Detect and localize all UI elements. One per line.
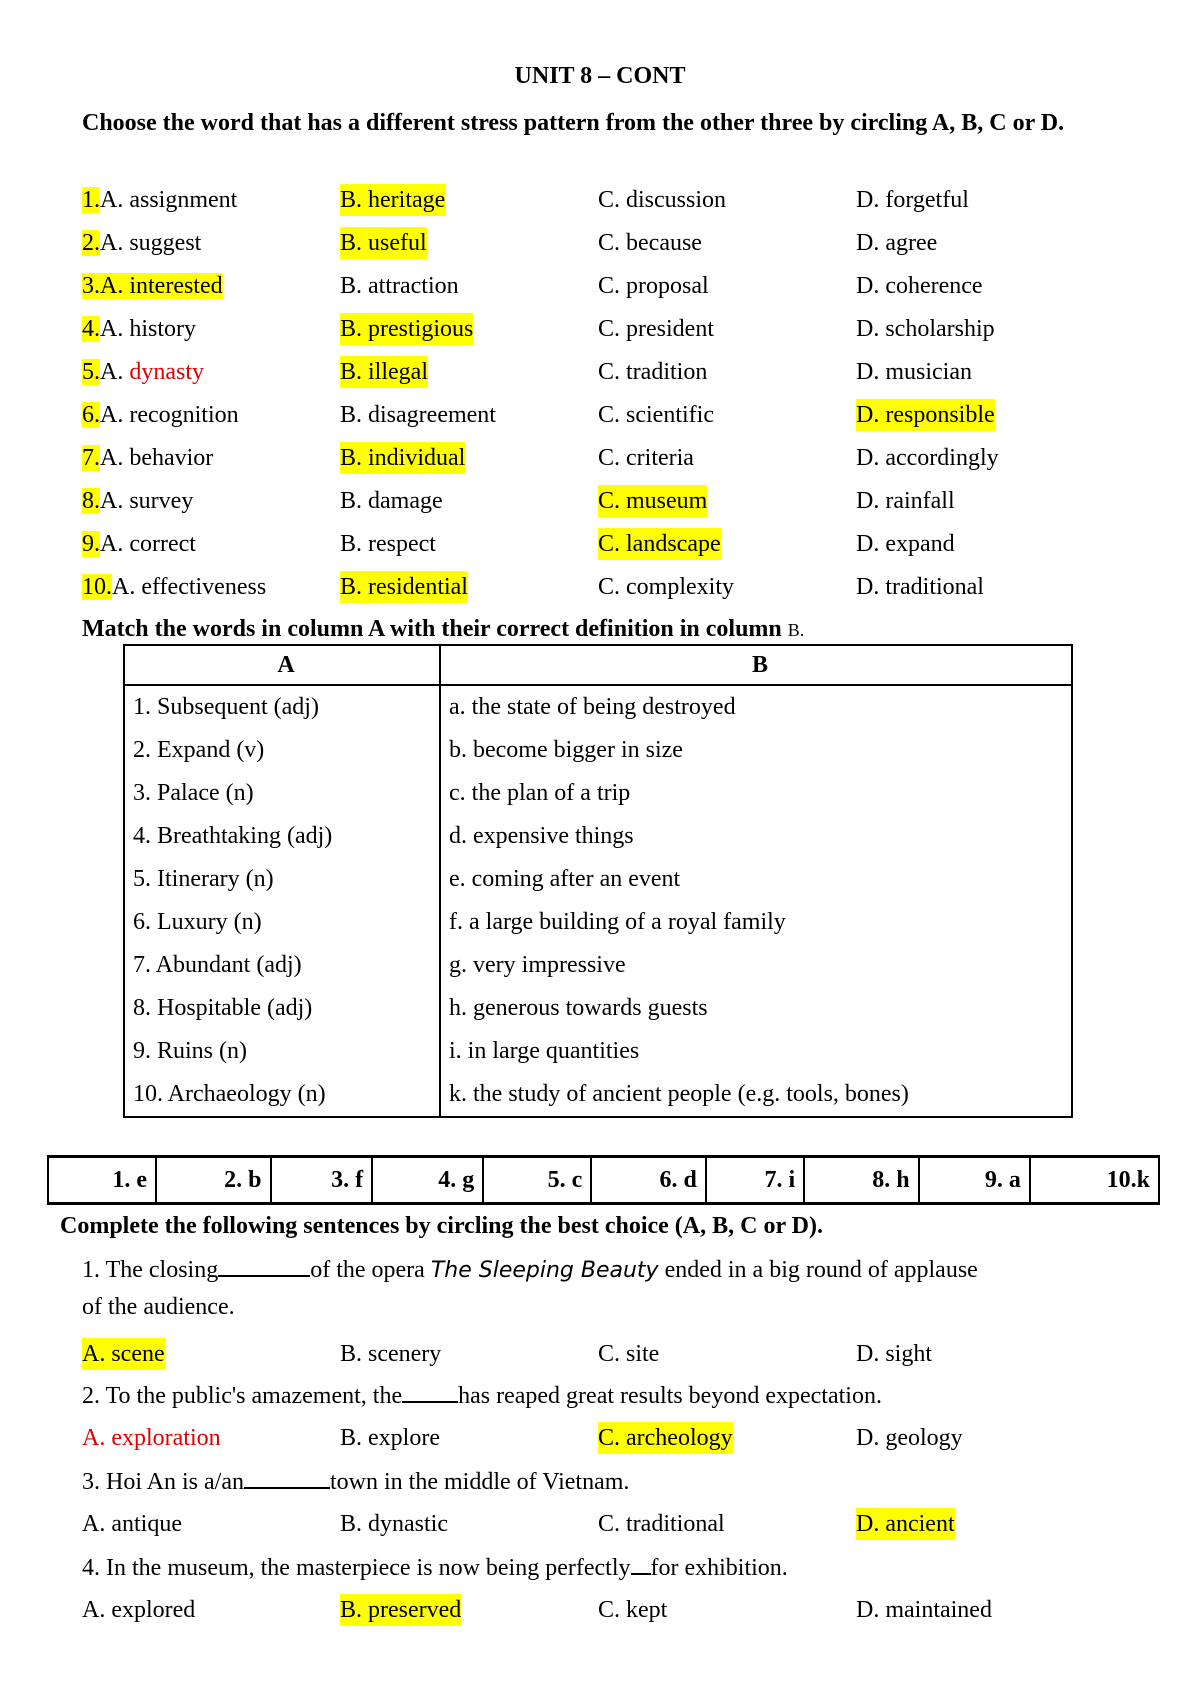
option-c[interactable]: C. criteria	[598, 445, 694, 471]
section3-instruction: Complete the following sentences by circling the best choice (A, B, C or D).	[60, 1213, 824, 1239]
question-3-options	[82, 1508, 1162, 1542]
table-row	[124, 685, 1072, 729]
term-cell: 7. Abundant (adj)	[124, 944, 440, 987]
option-c[interactable]: C. tradition	[598, 359, 708, 385]
option-b[interactable]: B. preserved	[340, 1594, 461, 1626]
question-1-text: 1. The closing of the opera The Sleeping Beauty ended in a big round of applause of the audience.	[82, 1257, 978, 1320]
term-cell: 9. Ruins (n)	[124, 1030, 440, 1073]
definition-cell: a. the state of being destroyed	[440, 685, 1072, 729]
column-a-header: A	[124, 645, 440, 685]
definition-cell: d. expensive things	[440, 815, 1072, 858]
option-a[interactable]: 4.A. history	[82, 316, 196, 342]
stress-question-row	[82, 313, 1162, 347]
option-c[interactable]: C. discussion	[598, 187, 727, 213]
option-c[interactable]: C. proposal	[598, 273, 709, 299]
question-number: 10.	[82, 574, 112, 600]
option-a[interactable]: 8.A. survey	[82, 488, 194, 514]
blank[interactable]	[402, 1381, 458, 1403]
blank[interactable]	[631, 1553, 651, 1575]
table-row	[124, 944, 1072, 987]
option-b[interactable]: B. residential	[340, 571, 468, 603]
option-d[interactable]: D. rainfall	[856, 488, 955, 514]
answer-cell: 4. g	[372, 1157, 483, 1204]
stress-question-row	[82, 184, 1162, 218]
option-c[interactable]: C. site	[598, 1341, 660, 1367]
definition-cell: i. in large quantities	[440, 1030, 1072, 1073]
definition-cell: g. very impressive	[440, 944, 1072, 987]
option-d[interactable]: D. forgetful	[856, 187, 969, 213]
term-cell: 4. Breathtaking (adj)	[124, 815, 440, 858]
option-b[interactable]: B. dynastic	[340, 1511, 448, 1537]
stress-question-row	[82, 227, 1162, 261]
option-d[interactable]: D. expand	[856, 531, 955, 557]
question-number: 2.	[82, 230, 100, 256]
page-title: UNIT 8 – CONT	[514, 63, 686, 89]
matching-table	[123, 644, 1073, 1118]
option-d[interactable]: D. musician	[856, 359, 972, 385]
option-c[interactable]: C. landscape	[598, 528, 721, 560]
answer-cell: 2. b	[156, 1157, 271, 1204]
table-row	[124, 815, 1072, 858]
option-a[interactable]: A. antique	[82, 1511, 182, 1537]
option-b[interactable]: B. illegal	[340, 356, 428, 388]
option-d[interactable]: D. responsible	[856, 399, 995, 431]
term-cell: 2. Expand (v)	[124, 729, 440, 772]
question-4-text: 4. In the museum, the masterpiece is now being perfectly for exhibition.	[82, 1555, 788, 1581]
answer-cell: 1. e	[48, 1157, 156, 1204]
option-d[interactable]: D. maintained	[856, 1597, 992, 1623]
stress-question-row	[82, 485, 1162, 519]
option-a[interactable]: A. explored	[82, 1597, 196, 1623]
question-number: 5.	[82, 359, 100, 385]
question-4-options	[82, 1594, 1162, 1628]
definition-cell: k. the study of ancient people (e.g. tools, bones)	[440, 1073, 1072, 1117]
question-number: 3.	[82, 273, 100, 299]
option-d[interactable]: D. sight	[856, 1341, 933, 1367]
option-d[interactable]: D. geology	[856, 1425, 963, 1451]
stress-question-row	[82, 528, 1162, 562]
answer-cell: 10.k	[1030, 1157, 1159, 1204]
option-b[interactable]: B. damage	[340, 488, 443, 514]
option-a[interactable]: 5.A. dynasty	[82, 359, 205, 385]
term-cell: 6. Luxury (n)	[124, 901, 440, 944]
answer-cell: 3. f	[271, 1157, 373, 1204]
definition-cell: c. the plan of a trip	[440, 772, 1072, 815]
option-d[interactable]: D. ancient	[856, 1508, 955, 1540]
option-b[interactable]: B. explore	[340, 1425, 440, 1451]
definition-cell: h. generous towards guests	[440, 987, 1072, 1030]
option-a[interactable]: A. exploration	[82, 1425, 221, 1451]
answer-cell: 6. d	[591, 1157, 706, 1204]
term-cell: 3. Palace (n)	[124, 772, 440, 815]
table-row	[124, 772, 1072, 815]
option-c[interactable]: C. kept	[598, 1597, 668, 1623]
question-number: 9.	[82, 531, 100, 557]
answer-cell: 7. i	[706, 1157, 804, 1204]
question-2-text: 2. To the public's amazement, the has reaped great results beyond expectation.	[82, 1383, 882, 1409]
question-2-options	[82, 1422, 1162, 1456]
answer-cell: 8. h	[804, 1157, 919, 1204]
option-a[interactable]: 1.A. assignment	[82, 187, 238, 213]
term-cell: 8. Hospitable (adj)	[124, 987, 440, 1030]
option-c[interactable]: C. complexity	[598, 574, 734, 600]
table-row	[124, 1030, 1072, 1073]
question-1-options	[82, 1338, 1162, 1372]
column-b-header: B	[440, 645, 1072, 685]
term-cell: 5. Itinerary (n)	[124, 858, 440, 901]
option-b[interactable]: B. scenery	[340, 1341, 442, 1367]
table-row	[124, 1073, 1072, 1117]
definition-cell: e. coming after an event	[440, 858, 1072, 901]
question-number: 6.	[82, 402, 100, 428]
stress-question-row	[82, 571, 1162, 605]
option-a[interactable]: A. scene	[82, 1338, 165, 1370]
stress-question-row	[82, 442, 1162, 476]
term-cell: 1. Subsequent (adj)	[124, 685, 440, 729]
term-cell: 10. Archaeology (n)	[124, 1073, 440, 1117]
table-row	[124, 858, 1072, 901]
option-c[interactable]: C. scientific	[598, 402, 714, 428]
question-number: 8.	[82, 488, 100, 514]
option-b[interactable]: B. individual	[340, 442, 465, 474]
question-number: 1.	[82, 187, 100, 213]
section1-instruction: Choose the word that has a different stress pattern from the other three by circling A, B, C or D.	[82, 110, 1065, 136]
option-b[interactable]: B. prestigious	[340, 313, 473, 345]
answer-cell: 5. c	[483, 1157, 591, 1204]
definition-cell: b. become bigger in size	[440, 729, 1072, 772]
option-b[interactable]: B. disagreement	[340, 402, 496, 428]
table-row	[124, 987, 1072, 1030]
option-b[interactable]: B. respect	[340, 531, 436, 557]
option-c[interactable]: C. archeology	[598, 1422, 733, 1454]
option-a[interactable]: 10.A. effectiveness	[82, 574, 267, 600]
table-row	[124, 901, 1072, 944]
option-a[interactable]: 9.A. correct	[82, 531, 196, 557]
option-a[interactable]: 6.A. recognition	[82, 402, 239, 428]
stress-question-row	[82, 356, 1162, 390]
option-d[interactable]: D. accordingly	[856, 445, 999, 471]
question-number: 4.	[82, 316, 100, 342]
option-d[interactable]: D. agree	[856, 230, 938, 256]
stress-question-row	[82, 270, 1162, 304]
question-3-text: 3. Hoi An is a/an town in the middle of Vietnam.	[82, 1469, 630, 1495]
option-d[interactable]: D. traditional	[856, 574, 984, 600]
option-d[interactable]: D. coherence	[856, 273, 983, 299]
option-a[interactable]: 2.A. suggest	[82, 230, 202, 256]
question-number: 7.	[82, 445, 100, 471]
answer-key-table	[47, 1155, 1160, 1205]
blank[interactable]	[218, 1255, 310, 1277]
option-c[interactable]: C. museum	[598, 485, 707, 517]
option-d[interactable]: D. scholarship	[856, 316, 995, 342]
option-a[interactable]: 7.A. behavior	[82, 445, 214, 471]
option-b[interactable]: B. useful	[340, 227, 427, 259]
option-b[interactable]: B. attraction	[340, 273, 459, 299]
stress-question-row	[82, 399, 1162, 433]
blank[interactable]	[244, 1467, 330, 1489]
option-c[interactable]: C. president	[598, 316, 714, 342]
option-b[interactable]: B. heritage	[340, 184, 445, 216]
section2-instruction: Match the words in column A with their correct definition in column B.	[82, 616, 805, 642]
option-c[interactable]: C. because	[598, 230, 702, 256]
definition-cell: f. a large building of a royal family	[440, 901, 1072, 944]
option-a[interactable]: 3.A. interested	[82, 273, 223, 299]
option-c[interactable]: C. traditional	[598, 1511, 725, 1537]
answer-cell: 9. a	[919, 1157, 1030, 1204]
table-row	[124, 729, 1072, 772]
